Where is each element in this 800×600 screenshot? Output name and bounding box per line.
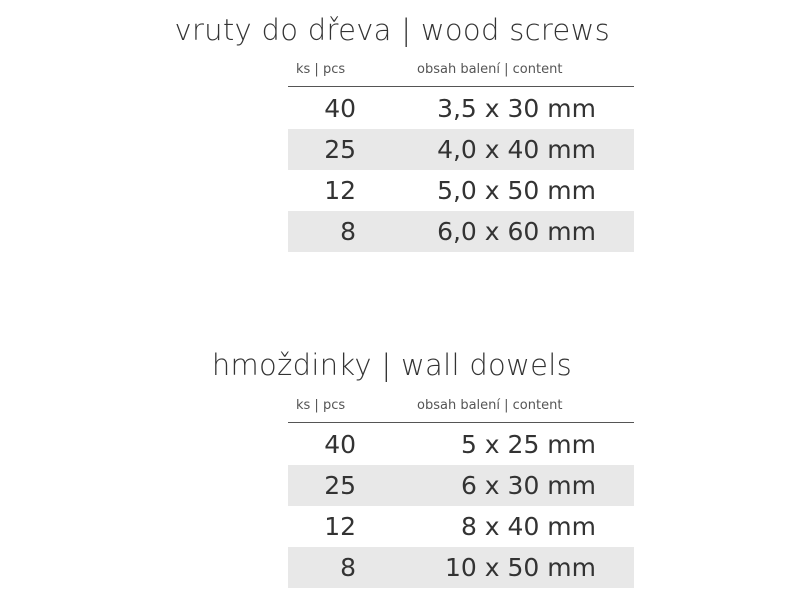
column-header-content: obsah balení | content: [417, 62, 563, 77]
header-rule: [288, 422, 634, 423]
qty-cell: 25: [324, 135, 356, 164]
qty-cell: 25: [324, 471, 356, 500]
content-cell: 3,5 x 30 mm: [437, 94, 596, 123]
table-row: [288, 129, 634, 170]
content-cell: 4,0 x 40 mm: [437, 135, 596, 164]
section-title: hmoždinky | wall dowels: [211, 348, 572, 382]
content-cell: 6 x 30 mm: [460, 471, 596, 500]
table-row: [288, 506, 634, 547]
table-row: [288, 88, 634, 129]
table-row: [288, 170, 634, 211]
wood-screws-table: [288, 88, 634, 252]
header-rule: [288, 86, 634, 87]
content-cell: 5,0 x 50 mm: [437, 176, 596, 205]
section-title: vruty do dřeva | wood screws: [174, 13, 610, 47]
qty-cell: 40: [324, 94, 356, 123]
column-header-content: obsah balení | content: [417, 398, 563, 413]
content-cell: 10 x 50 mm: [445, 553, 596, 582]
qty-cell: 8: [340, 553, 356, 582]
table-row: [288, 211, 634, 252]
table-row: [288, 465, 634, 506]
content-cell: 8 x 40 mm: [460, 512, 596, 541]
qty-cell: 8: [340, 217, 356, 246]
wall-dowels-table: [288, 424, 634, 588]
qty-cell: 40: [324, 430, 356, 459]
table-row: [288, 424, 634, 465]
column-header-qty: ks | pcs: [296, 398, 346, 413]
column-header-qty: ks | pcs: [296, 62, 346, 77]
qty-cell: 12: [324, 176, 356, 205]
content-cell: 6,0 x 60 mm: [437, 217, 596, 246]
table-row: [288, 547, 634, 588]
content-cell: 5 x 25 mm: [460, 430, 596, 459]
qty-cell: 12: [324, 512, 356, 541]
